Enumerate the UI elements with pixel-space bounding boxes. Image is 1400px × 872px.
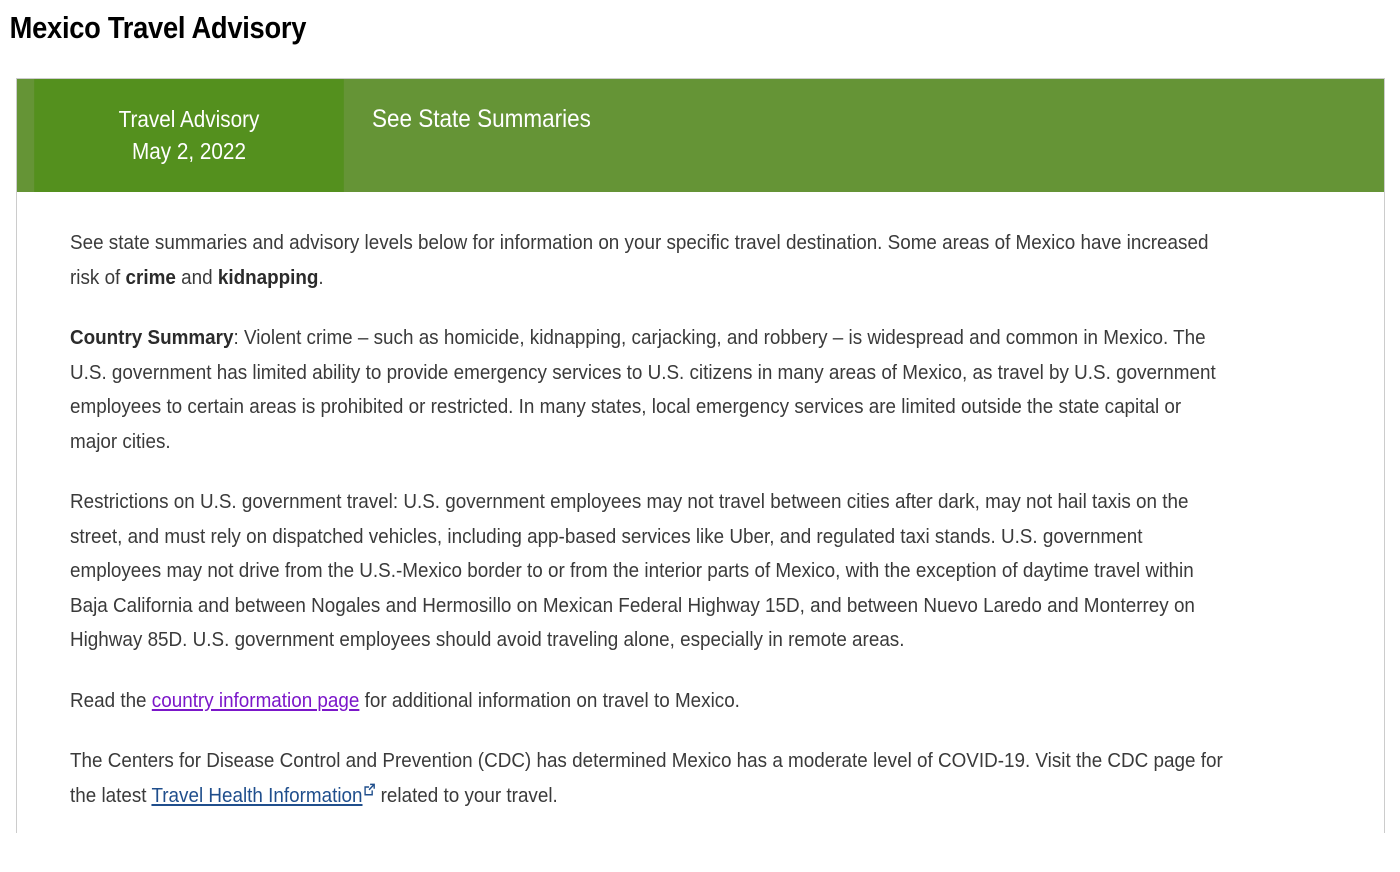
tab-travel-advisory[interactable] [34, 79, 344, 192]
intro-text-2: and [175, 265, 218, 289]
advisory-tab-bar [17, 79, 1384, 192]
intro-bold-crime: crime [125, 265, 176, 289]
intro-bold-kidnapping: kidnapping [217, 265, 319, 289]
travel-health-information-link[interactable]: Travel Health Information [151, 783, 363, 807]
tab-travel-advisory-label: Travel Advisory [118, 105, 260, 132]
cdc-before: The Centers for Disease Control and Prevention (CDC) has determined Mexico has a moderate level of COVID-19. Visit the CDC page for the latest [70, 749, 1223, 807]
advisory-body [17, 192, 1384, 833]
country-info-before: Read the [70, 688, 152, 712]
tab-travel-advisory-date: May 2, 2022 [132, 137, 246, 164]
tab-see-state-summaries-label: See State Summaries [372, 105, 591, 133]
paragraph-country-information [70, 684, 1228, 719]
country-information-page-link[interactable]: country information page [151, 688, 360, 712]
intro-text-3: . [318, 265, 324, 289]
page-title: Mexico Travel Advisory [9, 10, 307, 45]
external-link-icon [363, 783, 375, 796]
country-info-after: for additional information on travel to Mexico. [359, 688, 740, 712]
paragraph-restrictions [70, 485, 1228, 658]
tab-see-state-summaries[interactable] [361, 79, 1384, 192]
paragraph-cdc [70, 744, 1228, 813]
restrictions-text: Restrictions on U.S. government travel: U.S. government employees may not travel between cities after dark, may not hail taxis on the street, and must rely on dispatched vehicles, including app-based services like Uber, and regulated taxi stands. U.S. government employees may not drive from the U.S.-Mexico border to or from the interior parts of Mexico, with the exception of daytime travel within Baja California and between Nogales and Hermosillo on Mexican Federal Highway 15D, and between Nuevo Laredo and Monterrey on Highway 85D. U.S. government employees should avoid traveling alone, especially in remote areas. [70, 490, 1195, 651]
country-summary-text: : Violent crime – such as homicide, kidnapping, carjacking, and robbery – is widespread and common in Mexico. The U.S. government has limited ability to provide emergency services to U.S. citizens in many areas of Mexico, as travel by U.S. government employees to certain areas is prohibited or restricted. In many states, local emergency services are limited outside the state capital or major cities. [70, 326, 1216, 453]
paragraph-intro [70, 226, 1228, 295]
cdc-after: related to your travel. [375, 783, 558, 807]
country-summary-label: Country Summary [70, 326, 234, 349]
intro-text-1: See state summaries and advisory levels below for information on your specific travel destination. Some areas of Mexico have increased risk of [70, 231, 1209, 289]
travel-advisory-card [16, 78, 1385, 833]
paragraph-country-summary [70, 321, 1228, 459]
